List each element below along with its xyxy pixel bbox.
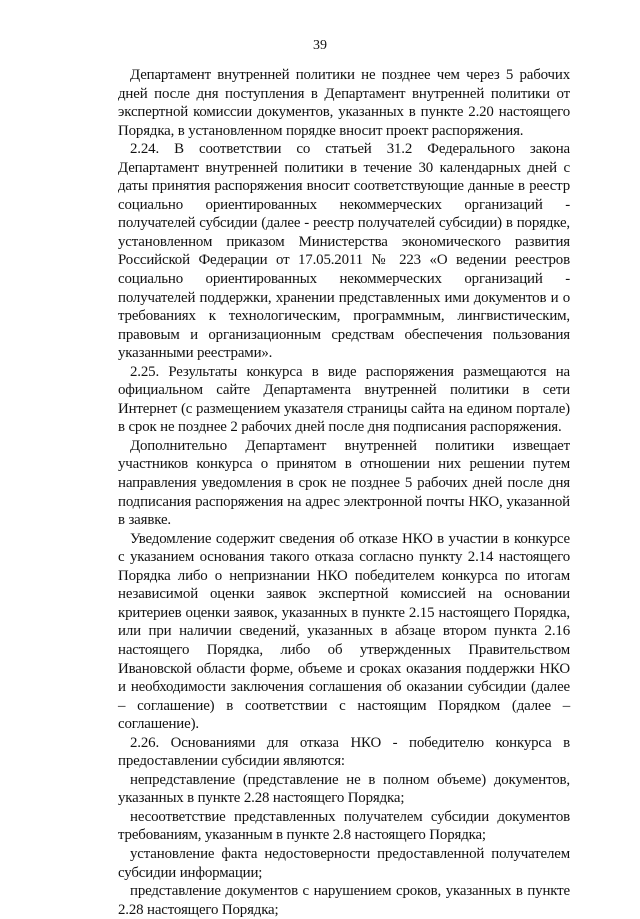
page-number: 39: [313, 38, 327, 53]
paragraph-2-26-refusal-grounds: 2.26. Основаниями для отказа НКО - победителю конкурса в предоставлении субсидии являются:: [118, 734, 570, 770]
paragraph-2-25-results-published: 2.25. Результаты конкурса в виде распоряжения размещаются на официальном сайте Департамента внутренней политики в сети Интернет (с размещением указателя страницы сайта на едином портале) в срок не позднее 2 рабочих дней после дня подписания распоряжения.: [118, 363, 570, 436]
paragraph-notification-contents: Уведомление содержит сведения об отказе НКО в участии в конкурсе с указанием основания такого отказа согласно пункту 2.14 настоящего Порядка либо о непризнании НКО победителем конкурса по итогам независимой оценки заявок экспертной комиссией на основании критериев оценки заявок, указанных в пункте 2.15 настоящего Порядка, или при наличии сведений, указанных в абзаце втором пункта 2.16 настоящего Порядка, либо об утвержденных Правительством Ивановской области форме, объеме и сроках оказания поддержки НКО и необходимости заключения соглашения об оказании субсидии (далее – соглашение) в соответствии с настоящим Порядком (далее – соглашение).: [118, 530, 570, 733]
list-item-false-information: установление факта недостоверности предоставленной получателем субсидии информации;: [118, 845, 570, 881]
document-body: [118, 66, 570, 919]
paragraph-2-24-registry: 2.24. В соответствии со статьей 31.2 Федерального закона Департамент внутренней политики в течение 30 календарных дней с даты принятия распоряжения вносит соответствующие данные в реестр социально ориентированных некоммерческих организаций - получателей субсидии (далее - реестр получателей субсидии) в порядке, установленном приказом Министерства экономического развития Российской Федерации от 17.05.2011 № 223 «О ведении реестров социально ориентированных некоммерческих организаций - получателей поддержки, хранении представленных ими документов и о требованиях к технологическим, программным, лингвистическим, правовым и организационным средствам обеспечения пользования указанными реестрами».: [118, 141, 570, 362]
paragraph-notification-participants: Дополнительно Департамент внутренней политики извещает участников конкурса о принятом в отношении них решении путем направления уведомления в срок не позднее 5 рабочих дней после дня подписания распоряжения на адрес электронной почты НКО, указанной в заявке.: [118, 437, 570, 529]
list-item-nonsubmission: непредставление (представление не в полном объеме) документов, указанных в пункте 2.28 настоящего Порядка;: [118, 771, 570, 807]
list-item-late-submission: представление документов с нарушением сроков, указанных в пункте 2.28 настоящего Порядка;: [118, 883, 570, 918]
paragraph-department-submits-draft: Департамент внутренней политики не позднее чем через 5 рабочих дней после дня поступления в Департамент внутренней политики от экспертной комиссии документов, указанных в пункте 2.20 настоящего Порядка, в установленном порядке вносит проект распоряжения.: [118, 67, 570, 139]
list-item-noncompliance: несоответствие представленных получателем субсидии документов требованиям, указанным в пункте 2.8 настоящего Порядка;: [118, 808, 570, 844]
